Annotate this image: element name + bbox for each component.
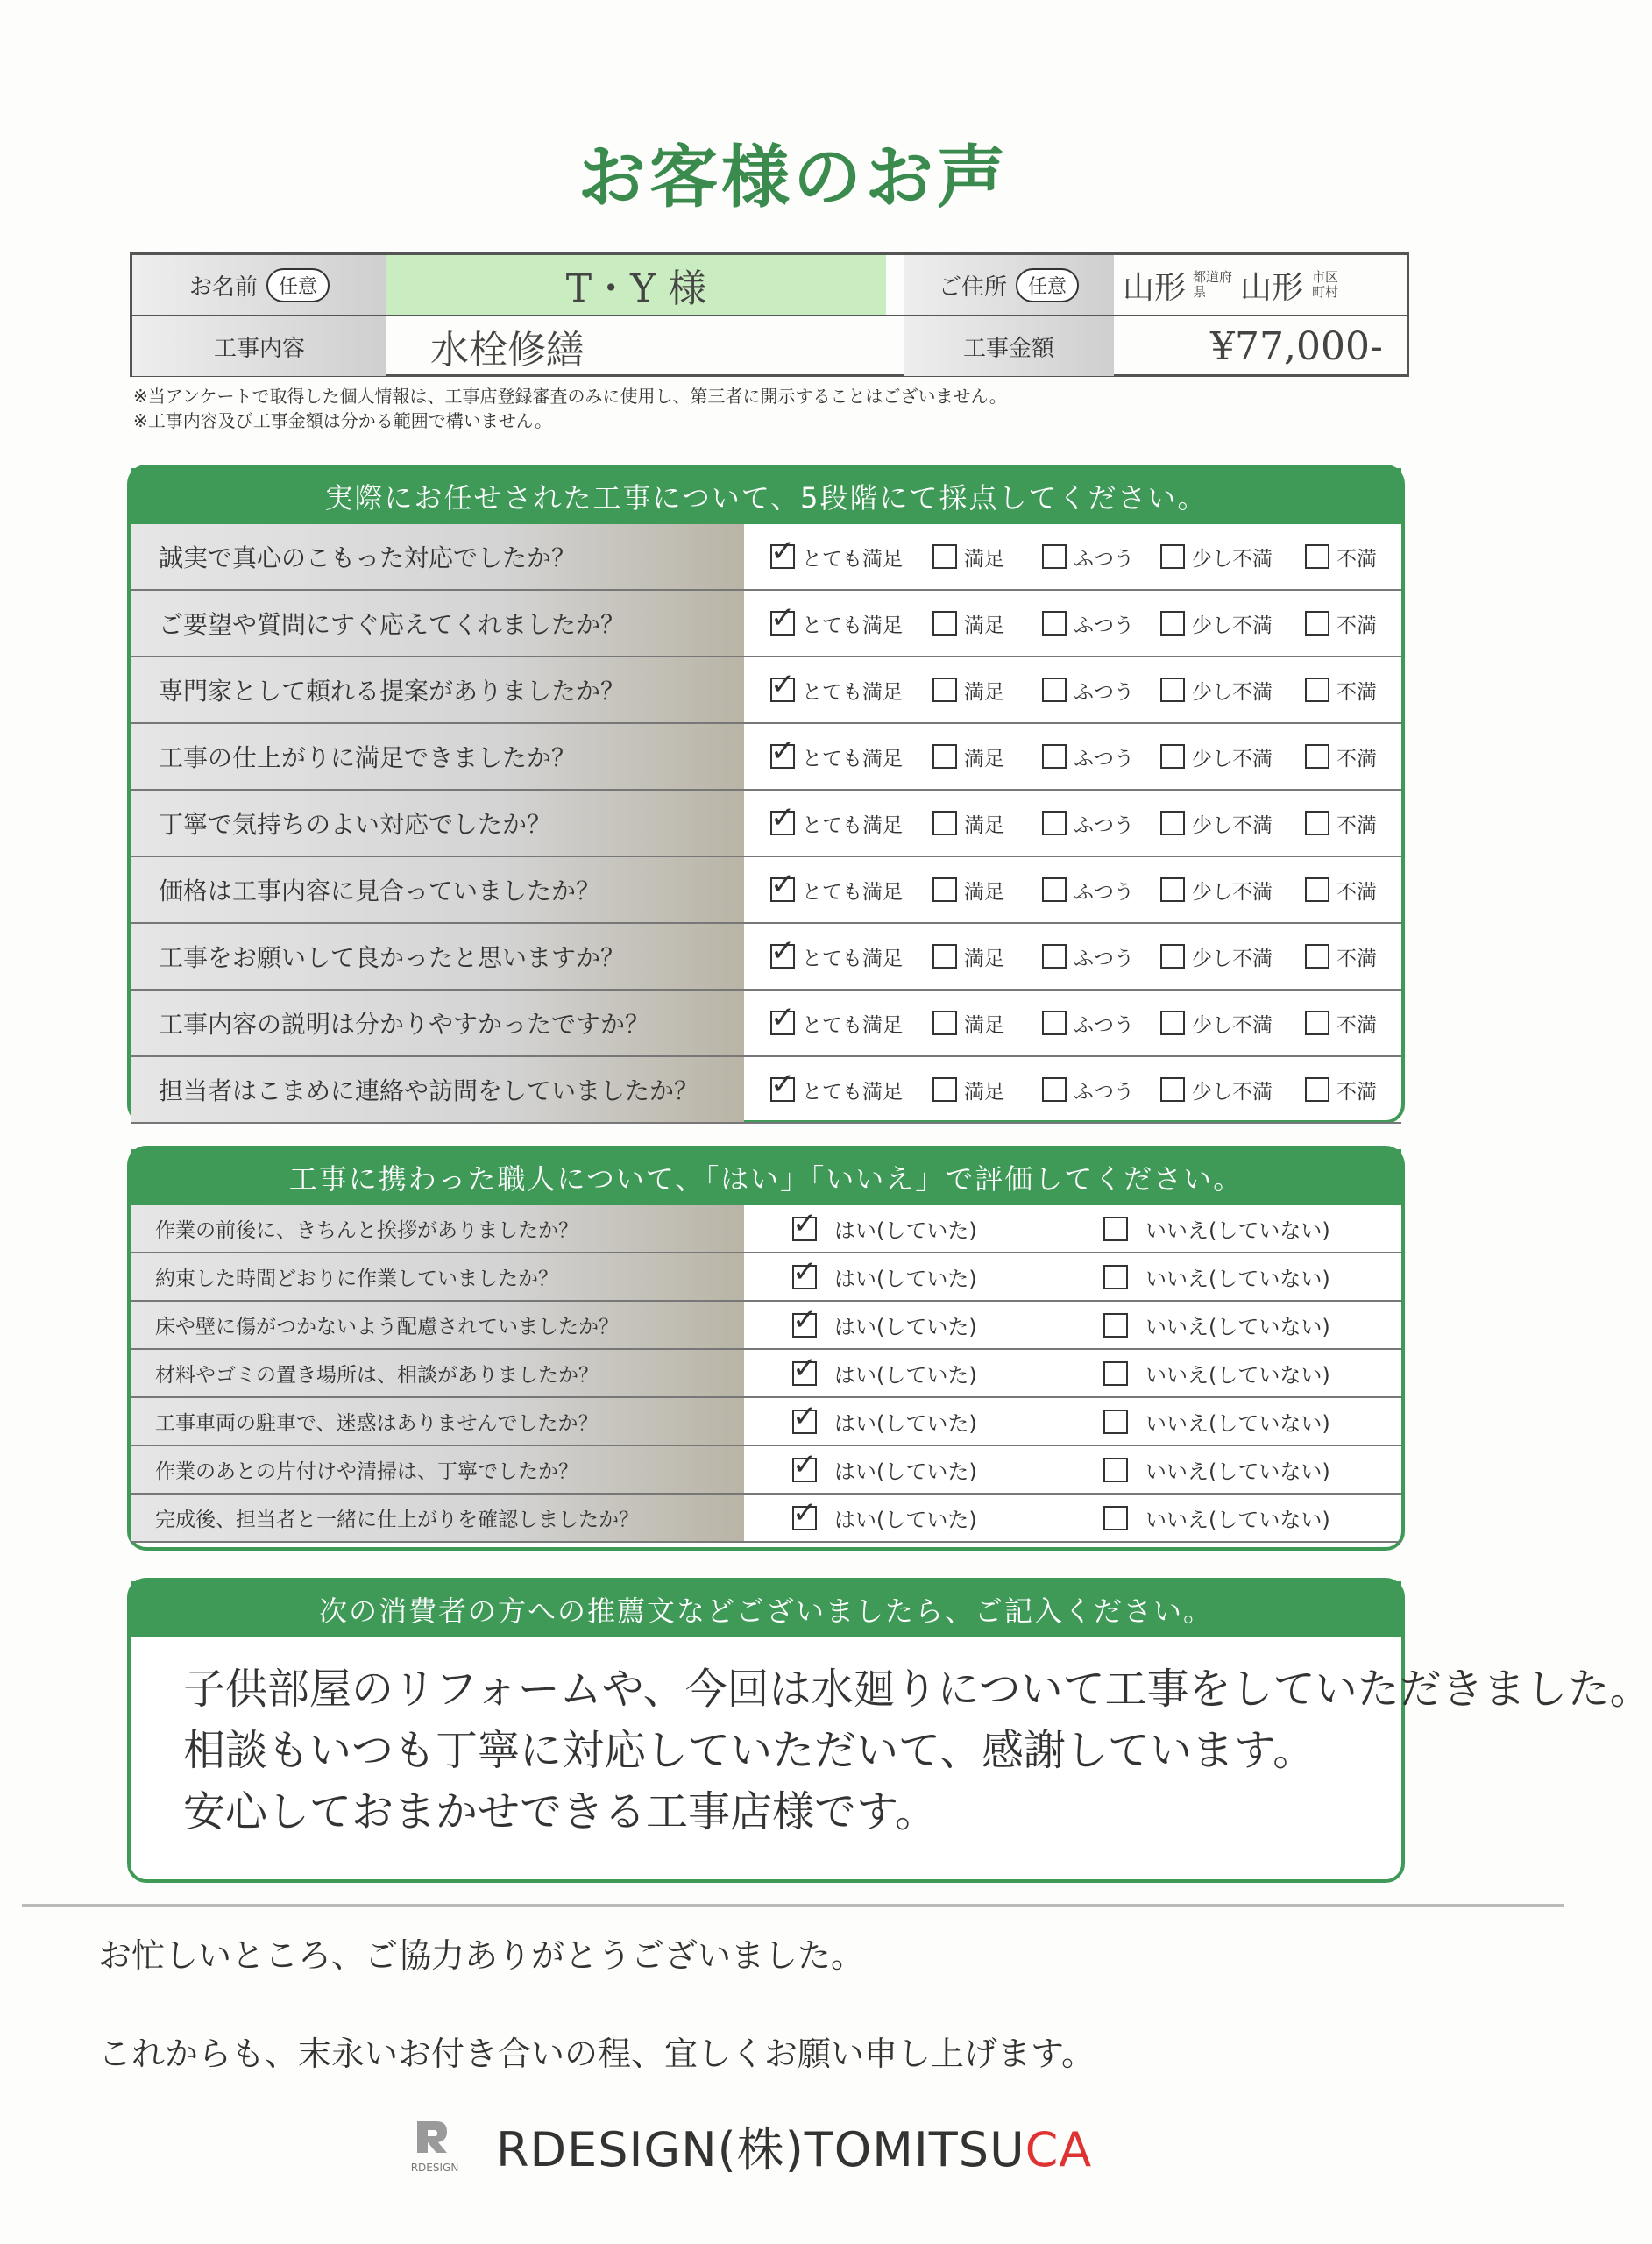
- rating-option-label: とても満足: [802, 947, 903, 970]
- rating-option[interactable]: [1160, 857, 1273, 922]
- page-title: お客様のお声: [577, 138, 1009, 217]
- craftsman-question: 完成後、担当者と一緒に仕上がりを確認しましたか？: [131, 1495, 744, 1541]
- yes-option[interactable]: [792, 1495, 977, 1541]
- recommend-line-3: 安心しておまかせできる工事店様です。: [183, 1787, 938, 1836]
- no-label: いいえ(していない): [1145, 1459, 1330, 1484]
- rating-option-label: とても満足: [802, 747, 903, 770]
- rating-option[interactable]: [1042, 924, 1134, 989]
- rating-option[interactable]: [1305, 924, 1377, 989]
- yes-label: はい(していた): [834, 1508, 977, 1532]
- rating-row: [131, 791, 1401, 857]
- rating-row: [131, 991, 1401, 1057]
- checkbox-icon[interactable]: [1103, 1313, 1128, 1338]
- rating-option-label: とても満足: [802, 680, 903, 704]
- rating-option-label: 不満: [1336, 880, 1377, 904]
- rating-option[interactable]: [770, 724, 903, 789]
- checkbox-icon[interactable]: [1042, 744, 1067, 769]
- checkbox-icon[interactable]: [792, 1313, 817, 1338]
- no-option[interactable]: [1103, 1398, 1330, 1445]
- checkbox-icon[interactable]: [932, 611, 957, 636]
- rdesign-logo-icon: [410, 2114, 454, 2158]
- checkbox-icon[interactable]: [1305, 1011, 1329, 1035]
- no-option[interactable]: [1103, 1495, 1330, 1541]
- no-option[interactable]: [1103, 1205, 1330, 1252]
- rating-option-label: とても満足: [802, 1013, 903, 1037]
- rating-option-label: 少し不満: [1192, 1013, 1273, 1037]
- company-name-main: RDESIGN(株)TOMITSU: [496, 2122, 1025, 2177]
- rating-option-label: 満足: [964, 813, 1004, 837]
- yes-option[interactable]: [792, 1350, 977, 1396]
- checkbox-icon[interactable]: [932, 944, 957, 969]
- rating-option[interactable]: [770, 591, 903, 656]
- rating-question: 専門家として頼れる提案がありましたか？: [131, 657, 744, 722]
- work-field[interactable]: 水栓修繕: [430, 328, 585, 373]
- checkbox-icon[interactable]: [932, 877, 957, 902]
- rating-option[interactable]: [932, 791, 1004, 856]
- customer-info-table: [130, 252, 1409, 377]
- checkbox-icon[interactable]: [932, 1011, 957, 1035]
- checkbox-icon[interactable]: [1305, 544, 1329, 569]
- checkbox-icon[interactable]: [770, 1077, 795, 1102]
- rating-option[interactable]: [932, 991, 1004, 1055]
- no-label: いいえ(していない): [1145, 1218, 1330, 1243]
- rating-row: [131, 724, 1401, 791]
- rating-option[interactable]: [932, 591, 1004, 656]
- rating-option-label: 少し不満: [1192, 813, 1273, 837]
- rating-option-label: 満足: [964, 680, 1004, 704]
- rating-option[interactable]: [932, 657, 1004, 722]
- checkbox-icon[interactable]: [770, 678, 795, 702]
- rating-option[interactable]: [1160, 791, 1273, 856]
- rating-question: 丁寧で気持ちのよい対応でしたか？: [131, 791, 744, 856]
- rating-section-header: 実際にお任せされた工事について、5段階にて採点してください。: [131, 468, 1401, 524]
- checkbox-icon[interactable]: [1160, 1011, 1185, 1035]
- address-city-suffix: 市区町村: [1312, 269, 1339, 300]
- rating-option-label: 満足: [964, 1013, 1004, 1037]
- address-field[interactable]: [1123, 255, 1412, 315]
- rating-row: [131, 1057, 1401, 1124]
- rating-option[interactable]: [1305, 1057, 1377, 1122]
- rating-row: [131, 591, 1401, 657]
- rating-option-label: 満足: [964, 947, 1004, 970]
- checkbox-icon[interactable]: [1042, 611, 1067, 636]
- rating-option-label: ふつう: [1074, 813, 1134, 837]
- no-label: いいえ(していない): [1145, 1315, 1330, 1339]
- checkbox-icon[interactable]: [1305, 1077, 1329, 1102]
- name-label-cell: [132, 255, 386, 315]
- no-option[interactable]: [1103, 1302, 1330, 1348]
- yes-option[interactable]: [792, 1253, 977, 1300]
- checkbox-icon[interactable]: [1042, 544, 1067, 569]
- rating-option-label: ふつう: [1074, 947, 1134, 970]
- checkbox-icon[interactable]: [1103, 1458, 1128, 1482]
- rating-option[interactable]: [770, 657, 903, 722]
- yes-option[interactable]: [792, 1398, 977, 1445]
- rating-option-label: 満足: [964, 547, 1004, 571]
- checkbox-icon[interactable]: [770, 1011, 795, 1035]
- recommend-section-header: 次の消費者の方への推薦文などございましたら、ご記入ください。: [131, 1581, 1401, 1637]
- address-pref: 山形: [1123, 269, 1187, 306]
- rating-option-label: 少し不満: [1192, 747, 1273, 770]
- rating-option-label: ふつう: [1074, 747, 1134, 770]
- craftsman-question: 工事車両の駐車で、迷惑はありませんでしたか？: [131, 1398, 744, 1445]
- checkbox-icon[interactable]: [932, 1077, 957, 1102]
- rating-option-label: 少し不満: [1192, 880, 1273, 904]
- checkbox-icon[interactable]: [770, 611, 795, 636]
- rating-row: [131, 524, 1401, 591]
- rating-option[interactable]: [1042, 657, 1134, 722]
- yes-option[interactable]: [792, 1302, 977, 1348]
- craftsman-row: [131, 1350, 1401, 1398]
- rating-question: 担当者はこまめに連絡や訪問をしていましたか？: [131, 1057, 744, 1122]
- craftsman-row: [131, 1253, 1401, 1302]
- rating-option-label: とても満足: [802, 880, 903, 904]
- rating-option-label: 不満: [1336, 614, 1377, 637]
- checkbox-icon[interactable]: [1042, 1011, 1067, 1035]
- address-optional-badge: 任意: [1016, 268, 1079, 302]
- rating-option-label: 満足: [964, 1080, 1004, 1104]
- rating-row: [131, 924, 1401, 991]
- rating-option-label: 少し不満: [1192, 947, 1273, 970]
- checkbox-icon[interactable]: [792, 1458, 817, 1482]
- rating-option[interactable]: [770, 524, 903, 589]
- range-note: ※工事内容及び工事金額は分かる範囲で構いません。: [133, 410, 552, 431]
- rating-option[interactable]: [1160, 991, 1273, 1055]
- rating-option[interactable]: [1042, 591, 1134, 656]
- rating-option[interactable]: [770, 857, 903, 922]
- checkbox-icon[interactable]: [1042, 811, 1067, 835]
- checkbox-icon[interactable]: [1160, 944, 1185, 969]
- rating-option-label: 不満: [1336, 1080, 1377, 1104]
- rating-option[interactable]: [1160, 591, 1273, 656]
- rating-option-label: 不満: [1336, 547, 1377, 571]
- rating-option-label: 少し不満: [1192, 680, 1273, 704]
- rating-option[interactable]: [770, 991, 903, 1055]
- checkbox-icon[interactable]: [1160, 678, 1185, 702]
- recommend-text-area[interactable]: [131, 1637, 1652, 1883]
- rating-option[interactable]: [1042, 991, 1134, 1055]
- rating-option[interactable]: [1305, 991, 1377, 1055]
- checkbox-icon[interactable]: [1103, 1265, 1128, 1289]
- rating-option-label: 不満: [1336, 1013, 1377, 1037]
- no-option[interactable]: [1103, 1253, 1330, 1300]
- checkbox-icon[interactable]: [1305, 877, 1329, 902]
- rating-option[interactable]: [1305, 724, 1377, 789]
- rating-option-label: 不満: [1336, 680, 1377, 704]
- rating-option-label: とても満足: [802, 547, 903, 571]
- craftsman-question: 約束した時間どおりに作業していましたか？: [131, 1253, 744, 1300]
- address-label-cell: [904, 255, 1114, 315]
- footer-divider: [22, 1904, 1564, 1907]
- yes-label: はい(していた): [834, 1459, 977, 1484]
- rating-option-label: 不満: [1336, 947, 1377, 970]
- craftsman-section: [127, 1146, 1405, 1551]
- checkbox-icon[interactable]: [1103, 1506, 1128, 1530]
- rating-option[interactable]: [1160, 657, 1273, 722]
- rating-option[interactable]: [1042, 524, 1134, 589]
- rating-option[interactable]: [932, 724, 1004, 789]
- yes-label: はい(していた): [834, 1363, 977, 1388]
- recommend-section: [127, 1578, 1652, 1883]
- rating-option[interactable]: [932, 924, 1004, 989]
- name-field[interactable]: T・Y 様: [386, 255, 886, 315]
- checkbox-icon[interactable]: [1042, 877, 1067, 902]
- craftsman-question: 作業の前後に、きちんと挨拶がありましたか？: [131, 1205, 744, 1252]
- rating-question: 工事をお願いして良かったと思いますか？: [131, 924, 744, 989]
- rating-option-label: 少し不満: [1192, 1080, 1273, 1104]
- no-label: いいえ(していない): [1145, 1508, 1330, 1532]
- checkbox-icon[interactable]: [1160, 1077, 1185, 1102]
- checkbox-icon[interactable]: [770, 744, 795, 769]
- no-label: いいえ(していない): [1145, 1411, 1330, 1436]
- rating-option-label: とても満足: [802, 1080, 903, 1104]
- rating-option[interactable]: [770, 1057, 903, 1122]
- rating-question: 価格は工事内容に見合っていましたか？: [131, 857, 744, 922]
- craftsman-question: 作業のあとの片付けや清掃は、丁寧でしたか？: [131, 1446, 744, 1493]
- rating-question: ご要望や質問にすぐ応えてくれましたか？: [131, 591, 744, 656]
- checkbox-icon[interactable]: [1160, 877, 1185, 902]
- rating-option-label: とても満足: [802, 614, 903, 637]
- craftsman-section-header: 工事に携わった職人について、「はい」「いいえ」で評価してください。: [131, 1149, 1401, 1205]
- checkbox-icon[interactable]: [770, 877, 795, 902]
- checkbox-icon[interactable]: [792, 1361, 817, 1386]
- address-label: ご住所: [938, 273, 1007, 301]
- craftsman-row: [131, 1302, 1401, 1350]
- checkbox-icon[interactable]: [1103, 1217, 1128, 1241]
- rating-row: [131, 657, 1401, 724]
- craftsman-row: [131, 1398, 1401, 1446]
- thanks-line-1: お忙しいところ、ご協力ありがとうございました。: [98, 1936, 865, 1975]
- amount-label: 工事金額: [904, 316, 1114, 376]
- yes-label: はい(していた): [834, 1218, 977, 1243]
- yes-label: はい(していた): [834, 1411, 977, 1436]
- checkbox-icon[interactable]: [932, 744, 957, 769]
- checkbox-icon[interactable]: [1160, 744, 1185, 769]
- rating-option[interactable]: [1305, 524, 1377, 589]
- yes-label: はい(していた): [834, 1267, 977, 1291]
- no-option[interactable]: [1103, 1446, 1330, 1493]
- rating-option[interactable]: [1160, 724, 1273, 789]
- rating-option-label: ふつう: [1074, 680, 1134, 704]
- craftsman-question: 材料やゴミの置き場所は、相談がありましたか？: [131, 1350, 744, 1396]
- checkbox-icon[interactable]: [1042, 678, 1067, 702]
- name-label: お名前: [188, 273, 258, 301]
- rating-option-label: ふつう: [1074, 614, 1134, 637]
- rating-option[interactable]: [770, 924, 903, 989]
- rating-option[interactable]: [1042, 791, 1134, 856]
- rating-option-label: ふつう: [1074, 880, 1134, 904]
- no-label: いいえ(していない): [1145, 1267, 1330, 1291]
- craftsman-row: [131, 1205, 1401, 1253]
- checkbox-icon[interactable]: [792, 1217, 817, 1241]
- amount-field[interactable]: ¥77,000-: [1210, 323, 1383, 369]
- craftsman-row: [131, 1495, 1401, 1543]
- craftsman-question: 床や壁に傷がつかないよう配慮されていましたか？: [131, 1302, 744, 1348]
- no-label: いいえ(していない): [1145, 1363, 1330, 1388]
- rating-option-label: 満足: [964, 614, 1004, 637]
- checkbox-icon[interactable]: [932, 811, 957, 835]
- rating-option[interactable]: [770, 791, 903, 856]
- rating-option[interactable]: [1305, 591, 1377, 656]
- checkbox-icon[interactable]: [1305, 811, 1329, 835]
- company-name: [496, 2113, 1092, 2180]
- address-city: 山形: [1240, 269, 1304, 306]
- rating-option[interactable]: [1160, 924, 1273, 989]
- rating-option-label: ふつう: [1074, 1080, 1134, 1104]
- rating-option[interactable]: [1042, 857, 1134, 922]
- yes-label: はい(していた): [834, 1315, 977, 1339]
- address-pref-suffix: 都道府県: [1193, 269, 1233, 300]
- rating-option-label: ふつう: [1074, 1013, 1134, 1037]
- checkbox-icon[interactable]: [792, 1265, 817, 1289]
- checkbox-icon[interactable]: [770, 811, 795, 835]
- rating-option-label: 少し不満: [1192, 547, 1273, 571]
- rating-option[interactable]: [1305, 857, 1377, 922]
- rating-option-label: 少し不満: [1192, 614, 1273, 637]
- rating-option[interactable]: [932, 524, 1004, 589]
- craftsman-row: [131, 1446, 1401, 1495]
- checkbox-icon[interactable]: [1042, 944, 1067, 969]
- checkbox-icon[interactable]: [932, 678, 957, 702]
- company-name-accent: CA: [1025, 2122, 1093, 2177]
- checkbox-icon[interactable]: [792, 1410, 817, 1434]
- rating-option[interactable]: [932, 857, 1004, 922]
- checkbox-icon[interactable]: [770, 944, 795, 969]
- checkbox-icon[interactable]: [1305, 944, 1329, 969]
- recommend-line-2: 相談もいつも丁寧に対応していただいて、感謝しています。: [183, 1726, 1315, 1775]
- rating-option-label: 不満: [1336, 813, 1377, 837]
- checkbox-icon[interactable]: [1305, 678, 1329, 702]
- rating-option-label: ふつう: [1074, 547, 1134, 571]
- rating-option[interactable]: [1305, 791, 1377, 856]
- recommend-line-1: 子供部屋のリフォームや、今回は水廻りについて工事をしていただきました。: [183, 1665, 1652, 1714]
- checkbox-icon[interactable]: [1103, 1361, 1128, 1386]
- checkbox-icon[interactable]: [932, 544, 957, 569]
- yes-option[interactable]: [792, 1446, 977, 1493]
- rating-option[interactable]: [932, 1057, 1004, 1122]
- rating-row: [131, 857, 1401, 924]
- rating-option[interactable]: [1160, 524, 1273, 589]
- rating-option[interactable]: [1042, 1057, 1134, 1122]
- rating-option[interactable]: [1042, 724, 1134, 789]
- work-label: 工事内容: [132, 316, 386, 376]
- name-optional-badge: 任意: [266, 268, 330, 302]
- checkbox-icon[interactable]: [1305, 744, 1329, 769]
- rating-question: 誠実で真心のこもった対応でしたか？: [131, 524, 744, 589]
- rating-section: [127, 465, 1405, 1124]
- thanks-line-2: これからも、末永いお付き合いの程、宜しくお願い申し上げます。: [98, 2035, 1095, 2073]
- yes-option[interactable]: [792, 1205, 977, 1252]
- checkbox-icon[interactable]: [1103, 1410, 1128, 1434]
- rating-option-label: とても満足: [802, 813, 903, 837]
- logo-caption: RDESIGN: [410, 2162, 459, 2174]
- rating-option-label: 不満: [1336, 747, 1377, 770]
- rating-question: 工事の仕上がりに満足できましたか？: [131, 724, 744, 789]
- checkbox-icon[interactable]: [1042, 1077, 1067, 1102]
- privacy-note: ※当アンケートで取得した個人情報は、工事店登録審査のみに使用し、第三者に開示することはございません。: [133, 386, 1007, 407]
- rating-option[interactable]: [1160, 1057, 1273, 1122]
- rating-option-label: 満足: [964, 747, 1004, 770]
- no-option[interactable]: [1103, 1350, 1330, 1396]
- checkbox-icon[interactable]: [1160, 611, 1185, 636]
- checkbox-icon[interactable]: [770, 544, 795, 569]
- rating-question: 工事内容の説明は分かりやすかったですか？: [131, 991, 744, 1055]
- checkbox-icon[interactable]: [1160, 544, 1185, 569]
- checkbox-icon[interactable]: [1160, 811, 1185, 835]
- rating-option-label: 満足: [964, 880, 1004, 904]
- rating-option[interactable]: [1305, 657, 1377, 722]
- checkbox-icon[interactable]: [792, 1506, 817, 1530]
- checkbox-icon[interactable]: [1305, 611, 1329, 636]
